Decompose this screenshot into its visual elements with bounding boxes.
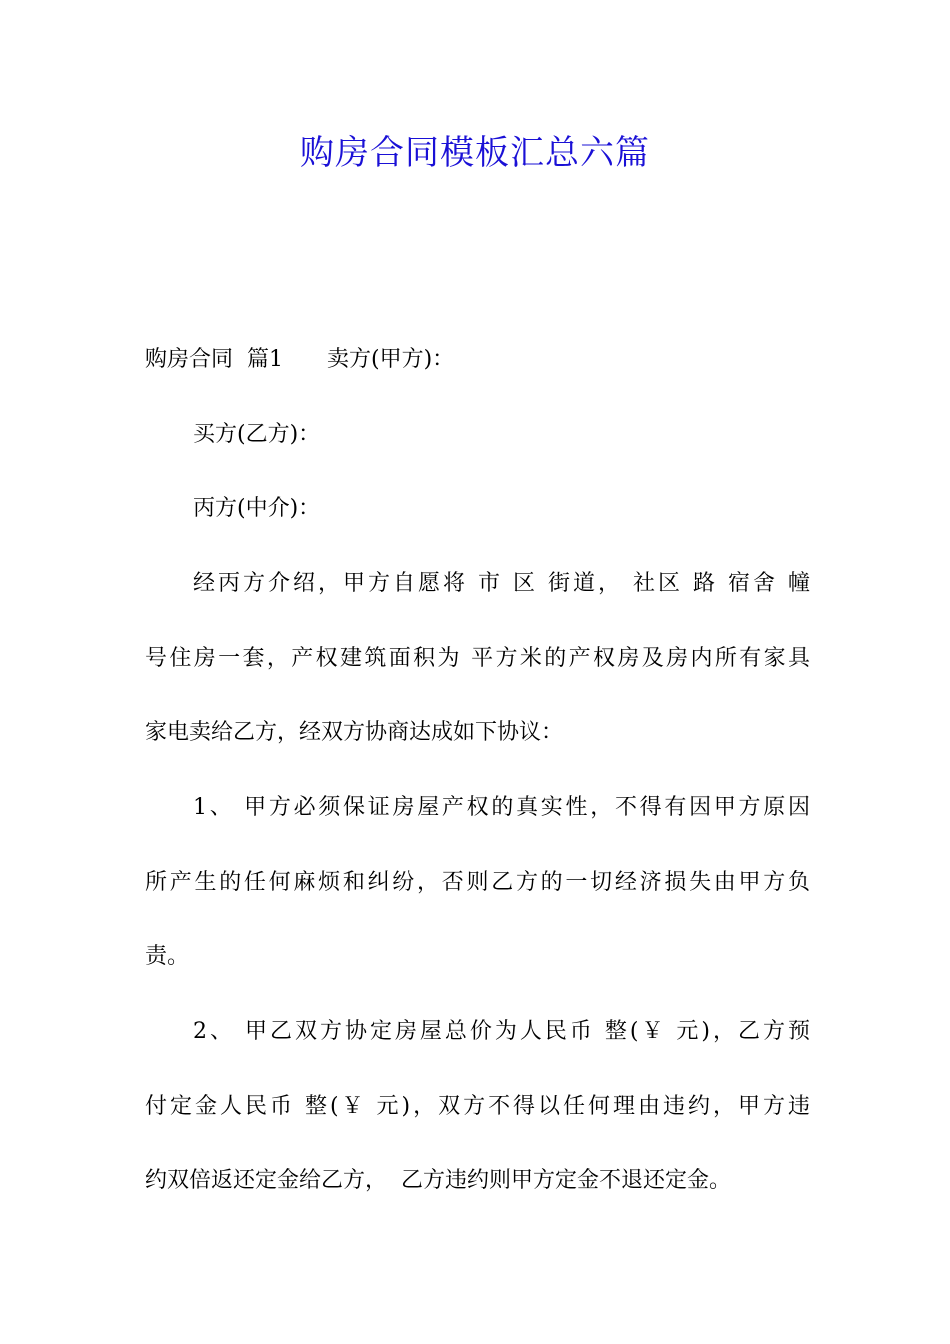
clause-1-line: 所产生的任何麻烦和纠纷，否则乙方的一切经济损失由甲方负 <box>145 870 810 895</box>
clause-2-line: 约双倍返还定金给乙方， 乙方违约则甲方定金不退还定金。 <box>145 1168 731 1193</box>
clause-2-line: 2、 甲乙双方协定房屋总价为人民币 整(￥ 元)，乙方预 <box>193 1019 810 1044</box>
document-title: 购房合同模板汇总六篇 <box>300 133 650 173</box>
clause-1-line: 责。 <box>145 944 190 969</box>
paragraph-line: 家电卖给乙方，经双方协商达成如下协议： <box>145 720 564 745</box>
contract-header-line <box>145 343 810 377</box>
contract-section-label: 购房合同 篇1 <box>145 347 283 372</box>
clause-1-line: 1、 甲方必须保证房屋产权的真实性，不得有因甲方原因 <box>193 795 810 820</box>
paragraph-line: 号住房一套，产权建筑面积为 平方米的产权房及房内所有家具 <box>145 646 810 671</box>
agent-line: 丙方(中介)： <box>193 496 321 521</box>
seller-label: 卖方(甲方)： <box>326 347 455 372</box>
clause-2-line: 付定金人民币 整(￥ 元)，双方不得以任何理由违约，甲方违 <box>145 1094 810 1119</box>
buyer-line: 买方(乙方)： <box>193 422 321 447</box>
paragraph-line: 经丙方介绍，甲方自愿将 市 区 街道， 社区 路 宿舍 幢 <box>193 571 810 596</box>
